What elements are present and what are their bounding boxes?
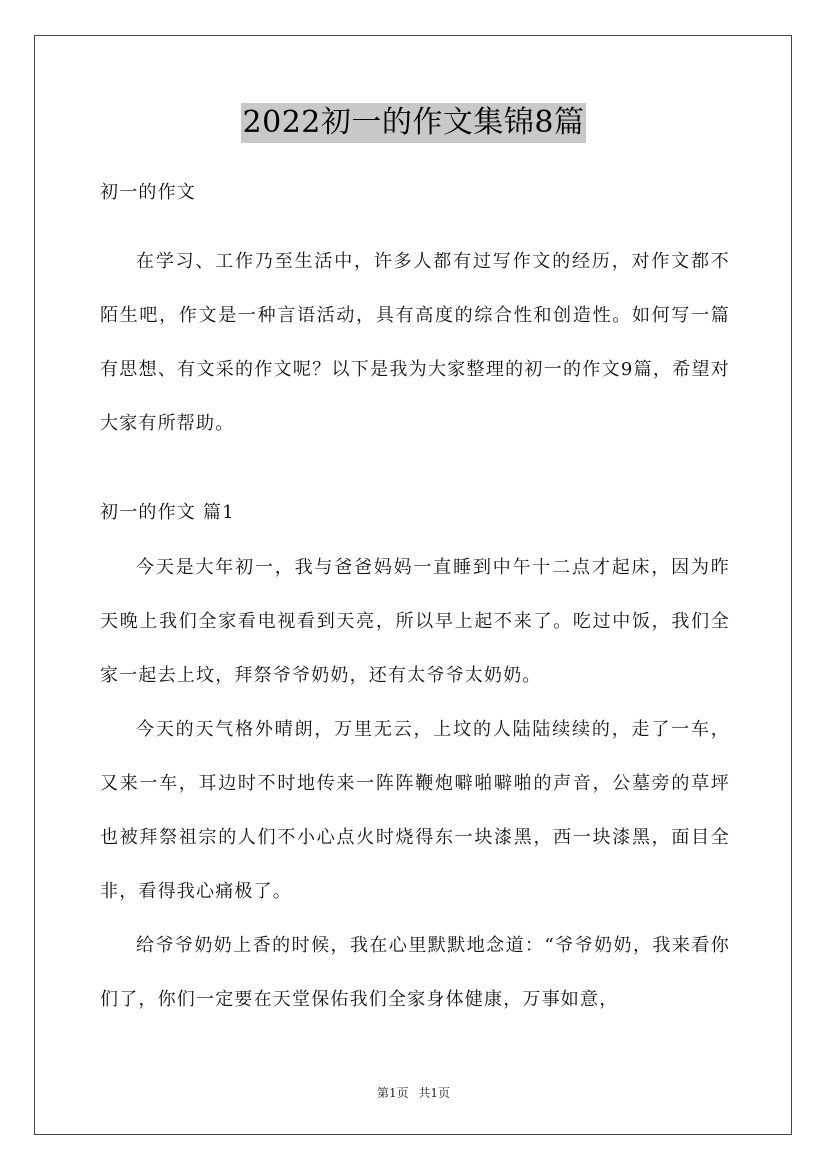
section-paragraph: 给爷爷奶奶上香的时候，我在心里默默地念道：“爷爷奶奶，我来看你们了，你们一定要在天堂保佑我们全家身体健康，万事如意， (100, 935, 730, 1010)
page-number-current: 第1页 (376, 1086, 409, 1100)
section-paragraph: 今天是大年初一，我与爸爸妈妈一直睡到中午十二点才起床，因为昨天晚上我们全家看电视看到天亮，所以早上起不来了。吃过中饭，我们全家一起去上坟，拜祭爷爷奶奶，还有太爷爷太奶奶。 (100, 557, 730, 686)
document-title: 2022初一的作文集锦8篇 (241, 103, 587, 143)
section-heading: 初一的作文 篇1 (100, 502, 235, 523)
page-number-total: 共1页 (418, 1086, 451, 1100)
intro-paragraph: 在学习、工作乃至生活中，许多人都有过写作文的经历，对作文都不陌生吧，作文是一种言语活动，具有高度的综合性和创造性。如何写一篇有思想、有文采的作文呢？以下是我为大家整理的初一的作文9篇，希望对大家有所帮助。 (100, 251, 730, 434)
title-container (0, 103, 827, 143)
document-body (100, 178, 730, 1027)
page-footer (0, 1084, 827, 1101)
intro-heading: 初一的作文 (100, 182, 196, 203)
section-paragraph: 今天的天气格外晴朗，万里无云，上坟的人陆陆续续的，走了一车，又来一车，耳边时不时地传来一阵阵鞭炮噼啪噼啪的声音，公墓旁的草坪也被拜祭祖宗的人们不小心点火时烧得东一块漆黑，西一块漆黑，面目全非，看得我心痛极了。 (100, 719, 730, 902)
